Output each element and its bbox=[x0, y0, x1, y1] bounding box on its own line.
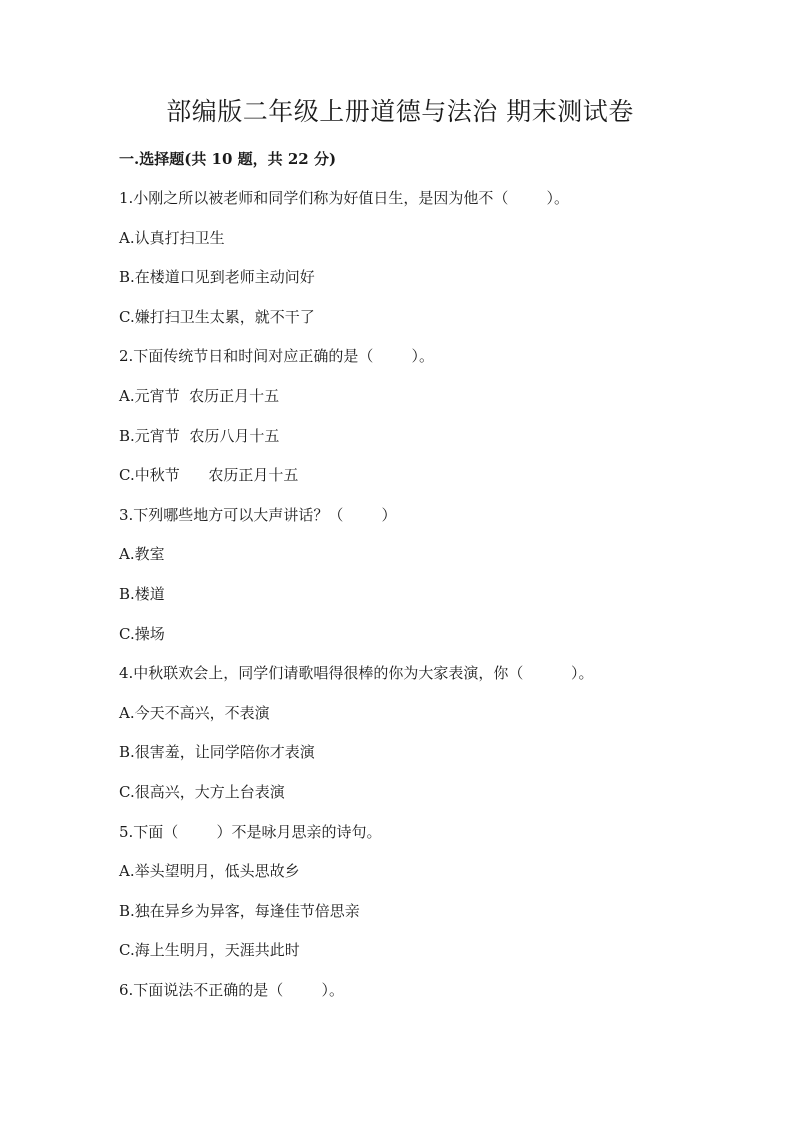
question-1-option-b: B.在楼道口见到老师主动问好 bbox=[119, 268, 315, 286]
question-1-stem: 1.小刚之所以被老师和同学们称为好值日生，是因为他不（ ）。 bbox=[119, 189, 569, 207]
question-3-option-a: A.教室 bbox=[119, 545, 165, 563]
question-2-option-b: B.元宵节 农历八月十五 bbox=[119, 427, 280, 445]
question-3-option-c: C.操场 bbox=[119, 625, 165, 643]
question-5-option-b: B.独在异乡为异客，每逢佳节倍思亲 bbox=[119, 902, 360, 920]
question-4-option-b: B.很害羞，让同学陪你才表演 bbox=[119, 743, 315, 761]
question-4-option-c: C.很高兴，大方上台表演 bbox=[119, 783, 285, 801]
question-4-stem: 4.中秋联欢会上，同学们请歌唱得很棒的你为大家表演，你（ ）。 bbox=[119, 664, 594, 682]
question-6-stem: 6.下面说法不正确的是（ ）。 bbox=[119, 981, 344, 999]
question-1-option-c: C.嫌打扫卫生太累，就不干了 bbox=[119, 308, 315, 326]
question-4-option-a: A.今天不高兴，不表演 bbox=[119, 704, 270, 722]
question-1-option-a: A.认真打扫卫生 bbox=[119, 229, 225, 247]
question-3-stem: 3.下列哪些地方可以大声讲话？（ ） bbox=[119, 506, 397, 524]
question-5-option-c: C.海上生明月，天涯共此时 bbox=[119, 941, 300, 959]
question-5-stem: 5.下面（ ）不是咏月思亲的诗句。 bbox=[119, 823, 382, 841]
question-5-option-a: A.举头望明月，低头思故乡 bbox=[119, 862, 300, 880]
question-3-option-b: B.楼道 bbox=[119, 585, 165, 603]
question-2-option-a: A.元宵节 农历正月十五 bbox=[119, 387, 280, 405]
question-2-stem: 2.下面传统节日和时间对应正确的是（ ）。 bbox=[119, 347, 434, 365]
section-heading: 一.选择题(共 10 题，共 22 分) bbox=[119, 150, 337, 168]
page-title: 部编版二年级上册道德与法治 期末测试卷 bbox=[166, 97, 634, 126]
question-2-option-c: C.中秋节 农历正月十五 bbox=[119, 466, 299, 484]
